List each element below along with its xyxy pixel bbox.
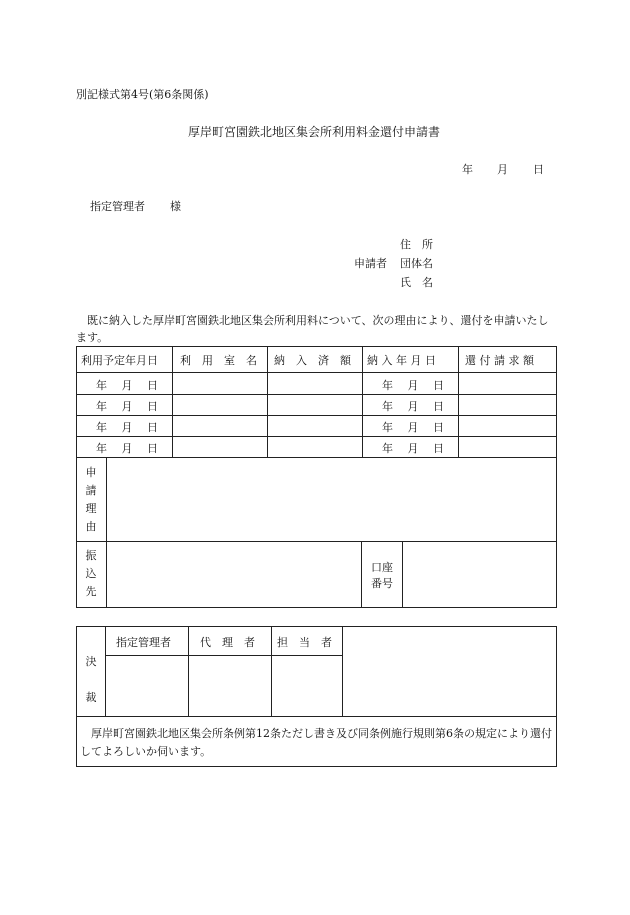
- row-use-date: 年 月 日: [96, 379, 158, 392]
- date-month: 月: [497, 163, 508, 176]
- row-pay-date: 年 月 日: [382, 379, 444, 392]
- addressee-name: 指定管理者: [90, 200, 145, 213]
- applicant-group-label: 団体名: [400, 257, 433, 270]
- date-day: 日: [533, 163, 544, 176]
- applicant-name-label: 氏 名: [400, 276, 433, 289]
- applicant-address-label: 住 所: [400, 238, 433, 251]
- applicant-label: 申請者: [354, 257, 387, 270]
- row-pay-date: 年 月 日: [382, 442, 444, 455]
- header-room-name: 利 用 室 名: [180, 354, 257, 367]
- approval-label: 決裁: [85, 655, 97, 704]
- row-use-date: 年 月 日: [96, 442, 158, 455]
- header-paid-amount: 納 入 済 額: [274, 354, 351, 367]
- date-year: 年: [462, 163, 473, 176]
- row-use-date: 年 月 日: [96, 400, 158, 413]
- role-deputy: 代 理 者: [200, 636, 255, 649]
- row-pay-date: 年 月 日: [382, 400, 444, 413]
- row-use-date: 年 月 日: [96, 421, 158, 434]
- reason-label: 申請理由: [85, 466, 97, 533]
- role-designated-manager: 指定管理者: [116, 636, 171, 649]
- form-number: 別記様式第4号(第6条関係): [76, 88, 209, 101]
- header-refund-amount: 還 付 請 求 額: [465, 354, 534, 367]
- account-number-label: 口座番号: [371, 561, 393, 590]
- header-use-date: 利用予定年月日: [81, 354, 158, 367]
- addressee-honorific: 様: [170, 200, 181, 213]
- row-pay-date: 年 月 日: [382, 421, 444, 434]
- approval-note: 厚岸町宮園鉄北地区集会所条例第12条ただし書き及び同条例施行規則第6条の規定により還付してよろしいか伺います。: [80, 727, 552, 758]
- role-staff: 担 当 者: [277, 636, 332, 649]
- page-title: 厚岸町宮園鉄北地区集会所利用料金還付申請書: [188, 125, 441, 139]
- header-pay-date: 納 入 年 月 日: [367, 354, 436, 367]
- transfer-label: 振込先: [85, 549, 97, 598]
- intro-text: 既に納入した厚岸町宮園鉄北地区集会所利用料について、次の理由により、還付を申請いたします。: [76, 314, 549, 344]
